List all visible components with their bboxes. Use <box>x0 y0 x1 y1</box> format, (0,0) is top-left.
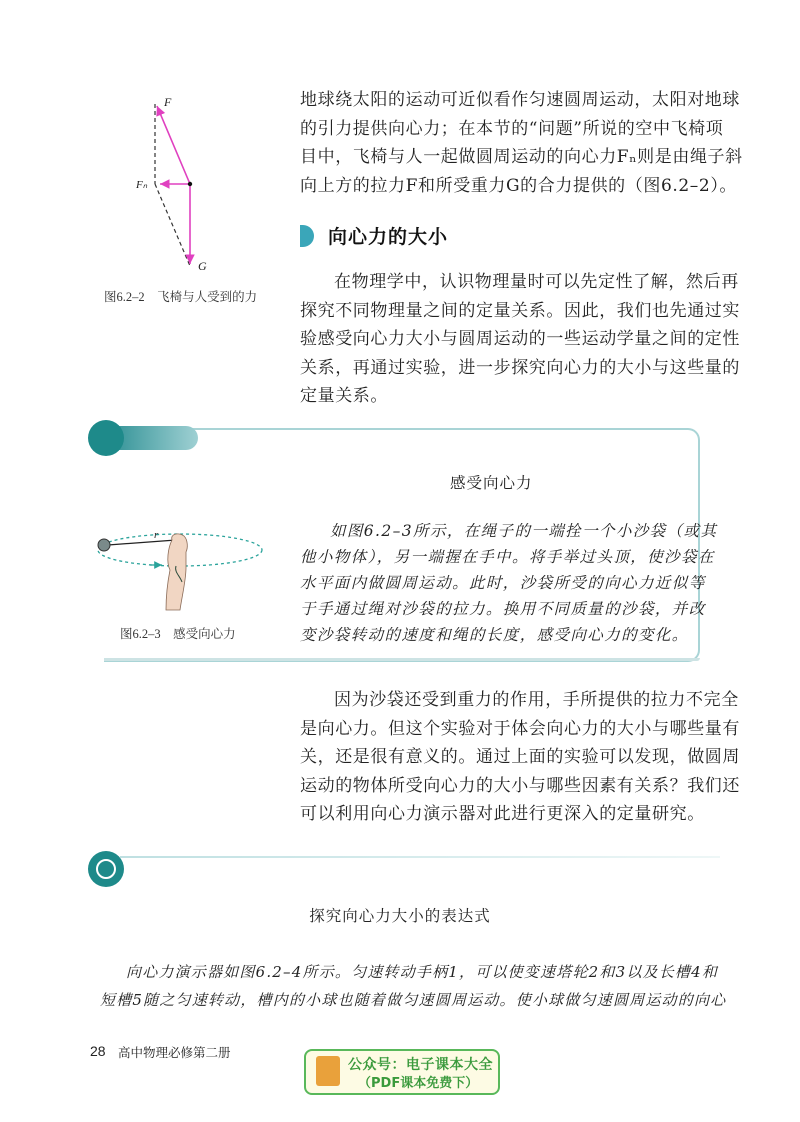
text-line: 是向心力。但这个实验对于体会向心力的大小与哪些量有 <box>300 718 740 739</box>
text-line: 他小物体），另一端握在手中。将手举过头顶，使沙袋在 <box>300 548 715 566</box>
force-f-arrow <box>157 106 190 184</box>
experiment-circle-icon <box>88 851 124 887</box>
book-title: 高中物理必修第二册 <box>118 1045 231 1060</box>
activity-title: 感受向心力 <box>450 474 533 492</box>
text-line: 如图6.2–3所示，在绳子的一端拴一个小沙袋（或其 <box>330 522 718 540</box>
label-g: G <box>198 259 207 273</box>
book-icon <box>316 1056 340 1086</box>
label-fn: Fₙ <box>136 179 148 191</box>
text-line: 变沙袋转动的速度和绳的长度，感受向心力的变化。 <box>300 626 689 644</box>
text-line: 定量关系。 <box>300 386 388 406</box>
text-line: 的引力提供向心力；在本节的“问题”所说的空中飞椅项 <box>300 118 724 139</box>
activity-box-shadow <box>104 658 700 661</box>
paragraph-2 <box>300 268 740 411</box>
section-heading <box>300 222 448 249</box>
figure-caption-6-2-3: 图6.2–3 感受向心力 <box>120 627 236 641</box>
text-line: 验感受向心力大小与圆周运动的一些运动学量之间的定性 <box>300 329 740 349</box>
heading-marker-icon <box>300 225 314 247</box>
text-line: 短槽5随之匀速转动，槽内的小球也随着做匀速圆周运动。使小球做匀速圆周运动的向心 <box>100 991 727 1009</box>
text-line: 向心力演示器如图6.2–4所示。匀速转动手柄1，可以使变速塔轮2和3以及长槽4和 <box>126 963 719 981</box>
paragraph-4 <box>100 958 726 1014</box>
watermark-stamp <box>304 1049 500 1095</box>
text-line: 探究不同物理量之间的定量关系。因此，我们也先通过实 <box>300 300 740 321</box>
text-line: 地球绕太阳的运动可近似看作匀速圆周运动，太阳对地球 <box>300 90 740 110</box>
text-line: 向上方的拉力F和所受重力G的合力提供的（图6.2–2）。 <box>300 175 738 196</box>
text-line: 在物理学中，认识物理量时可以先定性了解，然后再 <box>334 272 739 292</box>
activity-circle-icon <box>88 420 124 456</box>
page-number: 28 <box>90 1043 106 1059</box>
section-divider <box>120 856 720 858</box>
paragraph-3 <box>300 686 740 829</box>
label-r: r <box>154 529 159 541</box>
text-line: 关，还是很有意义的。通过上面的实验可以发现，做圆周 <box>300 747 740 767</box>
text-line: 水平面内做圆周运动。此时，沙袋所受的向心力近似等 <box>300 574 706 592</box>
text-line: 目中，飞椅与人一起做圆周运动的向心力Fₙ则是由绳子斜 <box>300 147 743 167</box>
figure-6-2-3 <box>90 518 270 613</box>
label-f: F <box>164 95 172 109</box>
stamp-line-2: （PDF课本免费下） <box>358 1076 479 1091</box>
intro-paragraph <box>300 86 743 200</box>
section-heading-text: 向心力的大小 <box>328 226 449 248</box>
experiment-title: 探究向心力大小的表达式 <box>309 907 491 925</box>
text-line: 可以利用向心力演示器对此进行更深入的定量研究。 <box>300 804 705 824</box>
stamp-line-1: 公众号：电子课本大全 <box>348 1057 493 1073</box>
text-line: 运动的物体所受向心力的大小与哪些因素有关系？我们还 <box>300 775 740 796</box>
activity-body <box>300 518 717 648</box>
figure-6-2-2 <box>130 90 240 280</box>
text-line: 因为沙袋还受到重力的作用，手所提供的拉力不完全 <box>334 690 739 710</box>
figure-caption-6-2-2: 图6.2–2 飞椅与人受到的力 <box>104 290 258 304</box>
text-line: 关系，再通过实验，进一步探究向心力的大小与这些量的 <box>300 357 740 378</box>
text-line: 于手通过绳对沙袋的拉力。换用不同质量的沙袋，并改 <box>300 600 706 618</box>
